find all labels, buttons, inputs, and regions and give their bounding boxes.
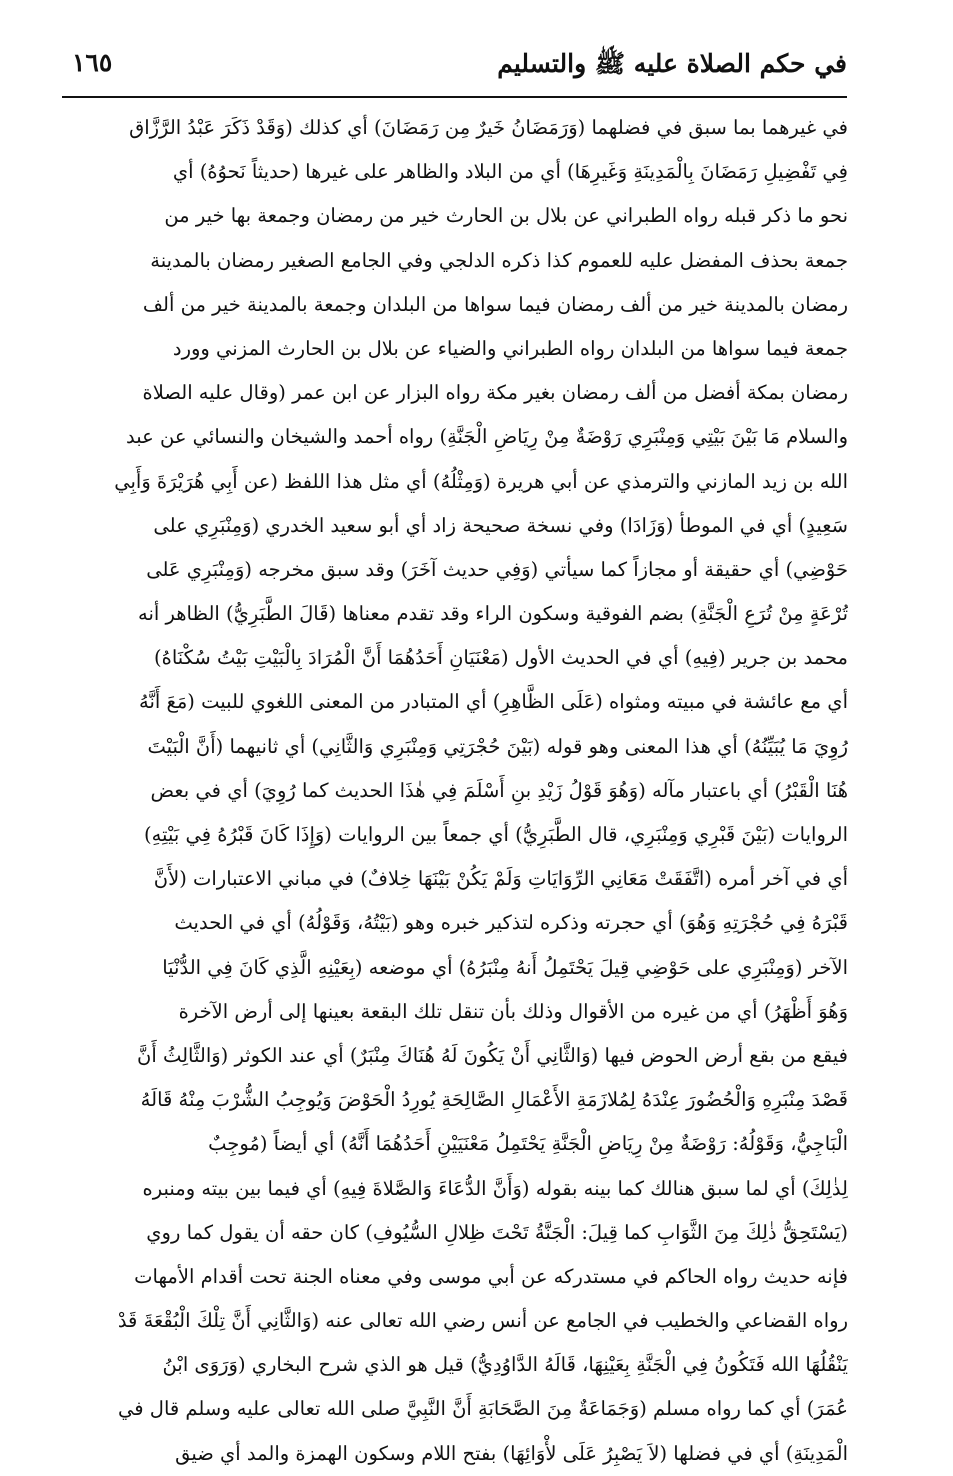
text-line: لِذٰلِكَ) أي لما سبق هنالك كما بينه بقوله (وَأَنَّ الدُّعَاءَ وَالصَّلاةَ فِيهِ) أي فيما بين بيته ومنبره — [142, 1176, 848, 1200]
chapter-title: في حكم الصلاة عليه ﷺ والتسليم — [497, 49, 847, 78]
header-rule — [62, 96, 847, 98]
text-line: الآخر (وَمِنْبَرِي على حَوْضِي قِيلَ يَحْتَمِلُ أَنهُ مِنْبَرُهُ) أي موضعه (بِعَيْنِهِ الَّذِي كَانَ فِي الدُّنْيَا — [162, 955, 848, 979]
body-text — [70, 106, 848, 1476]
text-line: الله بن زيد المازني والترمذي عن أبي هريرة (وَمِثْلُهُ) أي مثل هذا اللفظ (عن أَبِي هُرَيْرَةَ وَأَبِي — [114, 469, 848, 493]
text-line: حَوْضِي) أي حقيقة أو مجازاً كما سيأتي (وَفِي حديث آخَرَ) وقد سبق مخرجه (وَمِنْبَرِي عَلى — [146, 557, 848, 581]
text-line: رمضان بمكة أفضل من ألف رمضان بغير مكة رواه البزار عن ابن عمر (وقال عليه الصلاة — [142, 381, 848, 405]
text-line: وَهُوَ أَظْهَرُ) أي من غيره من الأقوال وذلك بأن تنقل تلك البقعة بعينها إلى أرض الآخرة — [178, 999, 848, 1023]
text-line: رمضان بالمدينة خير من ألف رمضان فيما سواها من البلدان وجمعة بالمدينة خير من ألف — [142, 292, 848, 316]
text-line: فيقع من بقع أرض الحوض فيها (وَالثَّانِي أَنْ يَكُونَ لَهُ هُنَاكَ مِنْبَرٌ) أي عند الكوثر (وَالثَّالِثُ أَنَّ — [137, 1043, 848, 1067]
text-line: الْبَاجِيُّ، وَقَوْلُهُ: رَوْضَةٌ مِنْ رِيَاضِ الْجَنَّةِ يَحْتَمِلُ مَعْنَيَيْنِ أَحَدُهُمَا أَنَّهُ) أي أيضاً (مُوجِبٌ — [208, 1132, 848, 1156]
text-line: فإنه حديث رواه الحاكم في مستدركه عن أبي موسى وفي معناه الجنة تحت أقدام الأمهات — [134, 1264, 848, 1288]
text-line: سَعِيدٍ) أي في الموطأ (وَزَادَا) وفي نسخة صحيحة زاد أي أبو سعيد الخدري (وَمِنْبَرِي على — [153, 513, 848, 537]
text-line: جمعة بحذف المفضل عليه للعموم كذا ذكره الدلجي وفي الجامع الصغير رمضان بالمدينة — [150, 248, 848, 272]
text-line: في غيرهما بما سبق في فضلهما (وَرَمَضَانُ خَيرٌ مِن رَمَضَانَ) أي كذلك (وَقَدْ ذَكَرَ عَبْدُ الرَّزَّاق — [129, 116, 848, 139]
page-number: ١٦٥ — [72, 48, 113, 77]
text-line: عُمَرَ) أي كما رواه مسلم (وَجَمَاعَةٌ مِنَ الصَّحَابَةِ أَنَّ النَّبِيَّ صلى الله تعالى عليه وسلم قال في — [118, 1397, 848, 1421]
text-line: قَصْدَ مِنْبَرِهِ وَالْحُضُورَ عِنْدَهُ لِمُلازَمَةِ الأَعْمَالِ الصَّالِحَةِ يُورِدُ الْحَوْضَ وَيُوجِبُ الشُّرْبَ مِنْهُ قَالَهُ — [140, 1088, 848, 1112]
text-line: فِي تَفْضِيلِ رَمَضَانَ بِالْمَدِينَةِ وَغَيرِهَا) أي من البلاد والظاهر على غيرها (حديثاً نَحوُهُ) أي — [172, 160, 848, 184]
text-line: (يَسْتَحِقُّ ذٰلِكَ مِنَ الثَّوَابِ كما قِيلَ: الْجَنَّةُ تَحْتَ ظِلالِ السُّيُوفِ) كان حقه أن يقول كما روي — [146, 1220, 848, 1244]
text-line: رواه القضاعي والخطيب في الجامع عن أنس رضي الله تعالى عنه (وَالثَّانِي أَنَّ تِلْكَ الْبُقْعَةَ قَدْ — [117, 1309, 848, 1333]
text-line: الْمَدِينَةِ) أي في فضلها (لاَ يَصْبِرُ عَلَى لأْوَائِهَا) بفتح اللام وسكون الهمزة والمد أي ضيق — [175, 1441, 848, 1465]
text-line: هُنَا الْقَبْرُ) أي باعتبار مآله (وَهُوَ قَوْلُ زَيْدِ بنِ أَسْلَمَ فِي هٰذَا الحديث كما رُوِيَ) أي في بعض — [150, 778, 848, 802]
text-line: أي مع عائشة في مبيته ومثواه (عَلَى الظَّاهِرِ) أي المتبادر من المعنى اللغوي للبيت (مَعَ أَنَّهُ — [138, 690, 848, 714]
text-line: والسلام مَا بَيْنَ بَيْتِي وَمِنْبَرِي رَوْضَةٌ مِنْ رِيَاضِ الْجَنَّةِ) رواه أحمد والشيخان والنسائي عن عبد — [126, 425, 848, 449]
text-line: أي في آخر أمره (اتَّفَقَتْ مَعَانِي الرِّوَايَاتِ وَلَمْ يَكُنْ بَيْنَهَا خِلافٌ) في مباني الاعتبارات (لأَنَّ — [153, 867, 848, 891]
text-line: نحو ما ذكر قبله رواه الطبراني عن بلال بن الحارث خير من رمضان وجمعة بها خير من — [164, 204, 848, 228]
text-line: محمد بن جرير (فِيهِ) أي في الحديث الأول (مَعْنَيَانِ أَحَدُهُمَا أَنَّ الْمُرَادَ بِالْبَيْتِ بَيْتُ سُكْنَاهُ) — [154, 646, 848, 670]
text-line: رُوِيَ مَا يُبَيِّنُهُ) أي هذا المعنى وهو قوله (بَيْنَ حُجْرَتِي وَمِنْبَرِي وَالثَّانِي) أي ثانيهما (أَنَّ الْبَيْتَ — [147, 734, 848, 758]
running-header — [62, 40, 847, 90]
text-line: تُرْعَةٍ مِنْ تُرَعِ الْجَنَّةِ) بضم الفوقية وسكون الراء وقد تقدم معناها (قَالَ الطَّبَرِيُّ) الظاهر أنه — [138, 602, 848, 626]
text-line: جمعة فيما سواها من البلدان رواه الطبراني والضياء عن بلال بن الحارث المزني وورد — [172, 336, 848, 360]
text-line: قَبْرَهُ فِي حُجْرَتِهِ وَهُوَ) أي حجرته وذكره لتذكير خبره وهو (بَيْتُهُ، وَقَوْلُهُ) أي في الحديث — [174, 911, 848, 935]
text-line: الروايات (بَيْنَ قَبْرِي وَمِنْبَرِي، قال الطَّبَرِيُّ) أي جمعاً بين الروايات (وَإِذَا كَانَ قَبْرُهُ فِي بَيْتِهِ) — [144, 823, 848, 846]
text-line: يَنْقُلُهَا الله فَتَكُونُ فِي الْجَنَّةِ بِعَيْنِهَا، قَالَهُ الدَّاوُدِيُّ) قيل هو الذي شرح البخاري (وَرَوَى ابْنُ — [162, 1353, 848, 1377]
